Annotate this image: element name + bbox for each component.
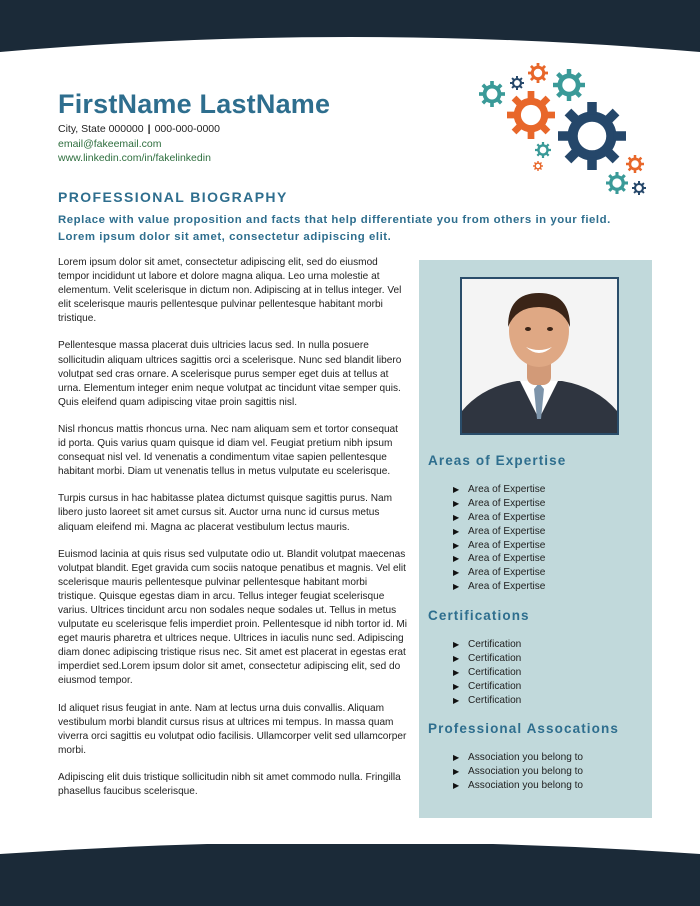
list-item-label: Certification	[468, 639, 522, 650]
certifications-heading: Certifications	[428, 608, 530, 623]
list-item	[453, 666, 521, 680]
triangle-right-icon: ▶	[453, 667, 460, 677]
triangle-right-icon: ▶	[453, 498, 460, 508]
list-item-label: Area of Expertise	[468, 525, 546, 537]
associations-list	[453, 751, 583, 793]
list-item-label: Area of Expertise	[468, 497, 546, 509]
triangle-right-icon: ▶	[453, 554, 460, 564]
list-item-label: Certification	[468, 652, 522, 664]
list-item-label: Association you belong to	[468, 779, 584, 791]
triangle-right-icon: ▶	[453, 653, 460, 663]
list-item-label: Certification	[468, 666, 522, 678]
list-item	[453, 580, 545, 594]
sidebar	[419, 260, 652, 818]
list-item	[453, 638, 521, 652]
list-item	[453, 552, 545, 566]
triangle-right-icon: ▶	[453, 485, 460, 494]
list-item	[453, 511, 545, 525]
triangle-right-icon: ▶	[453, 568, 460, 578]
top-wave-banner	[0, 0, 700, 60]
triangle-right-icon: ▶	[453, 780, 460, 790]
expertise-list	[453, 483, 545, 594]
list-item-label: Association you belong to	[468, 752, 584, 763]
triangle-right-icon: ▶	[453, 753, 460, 762]
list-item-label: Area of Expertise	[468, 567, 546, 579]
triangle-right-icon: ▶	[453, 640, 460, 649]
list-item	[453, 525, 545, 539]
triangle-right-icon: ▶	[453, 540, 460, 550]
bio-paragraph: Pellentesque massa placerat duis ultricies lacus sed. In nulla posuere sollicitudin aliquam ultrices sagittis orci a scelerisque. Nunc sed blandit libero volutpat sed cras ornare. A scelerisque purus semper eget duis at tellus at urna. Elementum integer enim neque volutpat ac tincidunt vitae semper quis. Quis eleifend quam adipiscing vitae proin sagittis nisl.	[58, 340, 402, 408]
list-item-label: Association you belong to	[468, 765, 584, 777]
bio-paragraph: Turpis cursus in hac habitasse platea dictumst quisque sagittis purus. Nam libero justo laoreet sit amet cursus sit. Auctor urna nunc id cursus metus aliquam eleifend mi. Magna ac placerat vestibulum lectus mauris.	[58, 493, 393, 533]
list-item-label: Certification	[468, 694, 522, 706]
bio-paragraph: Euismod lacinia at quis risus sed vulputate odio ut. Blandit volutpat maecenas volutpat blandit. Eget gravida cum sociis natoque penatibus et magnis. Vel elit scelerisque mauris pellentesque pulvinar pellentesque habitant morbi tristique. Quisque egestas diam in arcu. Tellus integer feugiat scelerisque varius. Ultrices tincidunt arcu non sodales neque sodales ut. Tellus in metus vulputate eu scelerisque felis imperdiet proin. Pellentesque id nibh tortor id. Mi eget mauris pharetra et ultrices neque. Ultrices in iaculis nunc sed. Adipiscing diam donec adipiscing tristique risus nec. Sit amet est placerat in egestas erat imperdiet sed.Lorem ipsum dolor sit amet, consectetur adipiscing elit, sed do eiusmod tempor.	[58, 548, 407, 687]
phone: 000-000-0000	[154, 123, 220, 135]
list-item	[453, 779, 583, 793]
person-avatar-icon	[462, 279, 617, 433]
value-proposition: Replace with value proposition and facts that help differentiate you from others in your field. Lorem ipsum dolor sit amet, consectetur adipiscing elit.	[58, 214, 611, 243]
biography-heading: PROFESSIONAL BIOGRAPHY	[58, 189, 288, 205]
list-item	[453, 765, 583, 779]
triangle-right-icon: ▶	[453, 681, 460, 691]
list-item	[453, 483, 545, 497]
bio-paragraph: Lorem ipsum dolor sit amet, consectetur adipiscing elit, sed do eiusmod tempor incididunt ut labore et dolore magna aliqua. Leo urna molestie at elementum. Velit scelerisque in dictum non. Adipiscing at in tellus integer. Vel elit scelerisque mauris pellentesque pulvinar pellentesque habitant morbi tristique.	[58, 257, 402, 325]
profile-photo	[460, 277, 619, 435]
biography-body	[58, 256, 408, 812]
location-phone-line	[58, 122, 330, 137]
email-link[interactable]: email@fakeemail.com	[58, 137, 162, 150]
certifications-list	[453, 638, 521, 707]
list-item-label: Area of Expertise	[468, 553, 546, 565]
contact-info	[58, 122, 330, 166]
location: City, State 000000	[58, 123, 144, 135]
bio-paragraph: Adipiscing elit duis tristique sollicitudin nibh sit amet commodo nulla. Fringilla phasellus faucibus scelerisque.	[58, 771, 401, 797]
list-item-label: Area of Expertise	[468, 511, 546, 523]
contact-separator: |	[147, 123, 151, 135]
list-item	[453, 680, 521, 694]
expertise-heading: Areas of Expertise	[428, 453, 567, 468]
triangle-right-icon: ▶	[453, 512, 460, 522]
list-item-label: Area of Expertise	[468, 539, 546, 551]
gears-icon	[474, 60, 654, 200]
full-name: FirstName LastName	[58, 89, 331, 119]
list-item	[453, 694, 521, 708]
bio-paragraph: Nisl rhoncus mattis rhoncus urna. Nec nam aliquam sem et tortor consequat id porta. Quis varius quam quisque id diam vel. Feugiat pretium nibh ipsum consequat nisl vel. Id venenatis a condimentum vitae sapien pellentesque habitant morbi. Diam ut venenatis tellus in metus vulputate eu scelerisque.	[58, 423, 398, 478]
list-item	[453, 539, 545, 553]
list-item-label: Area of Expertise	[468, 581, 546, 593]
header	[58, 88, 330, 166]
list-item	[453, 497, 545, 511]
bottom-wave-banner	[0, 844, 700, 906]
triangle-right-icon: ▶	[453, 695, 460, 705]
linkedin-link[interactable]: www.linkedin.com/in/fakelinkedin	[58, 152, 211, 164]
triangle-right-icon: ▶	[453, 582, 460, 592]
associations-heading: Professional Assocations	[428, 721, 619, 736]
list-item	[453, 751, 583, 765]
triangle-right-icon: ▶	[453, 766, 460, 776]
list-item-label: Area of Expertise	[468, 484, 546, 495]
bio-paragraph: Id aliquet risus feugiat in ante. Nam at lectus urna duis convallis. Aliquam vestibulum morbi blandit cursus risus at ultrices mi tempus. In massa quam viverra orci sagittis eu volutpat odio facilisis. Ullamcorper velit sed ullamcorper morbi.	[58, 702, 407, 756]
list-item	[453, 652, 521, 666]
list-item-label: Certification	[468, 680, 522, 692]
triangle-right-icon: ▶	[453, 526, 460, 536]
list-item	[453, 566, 545, 580]
